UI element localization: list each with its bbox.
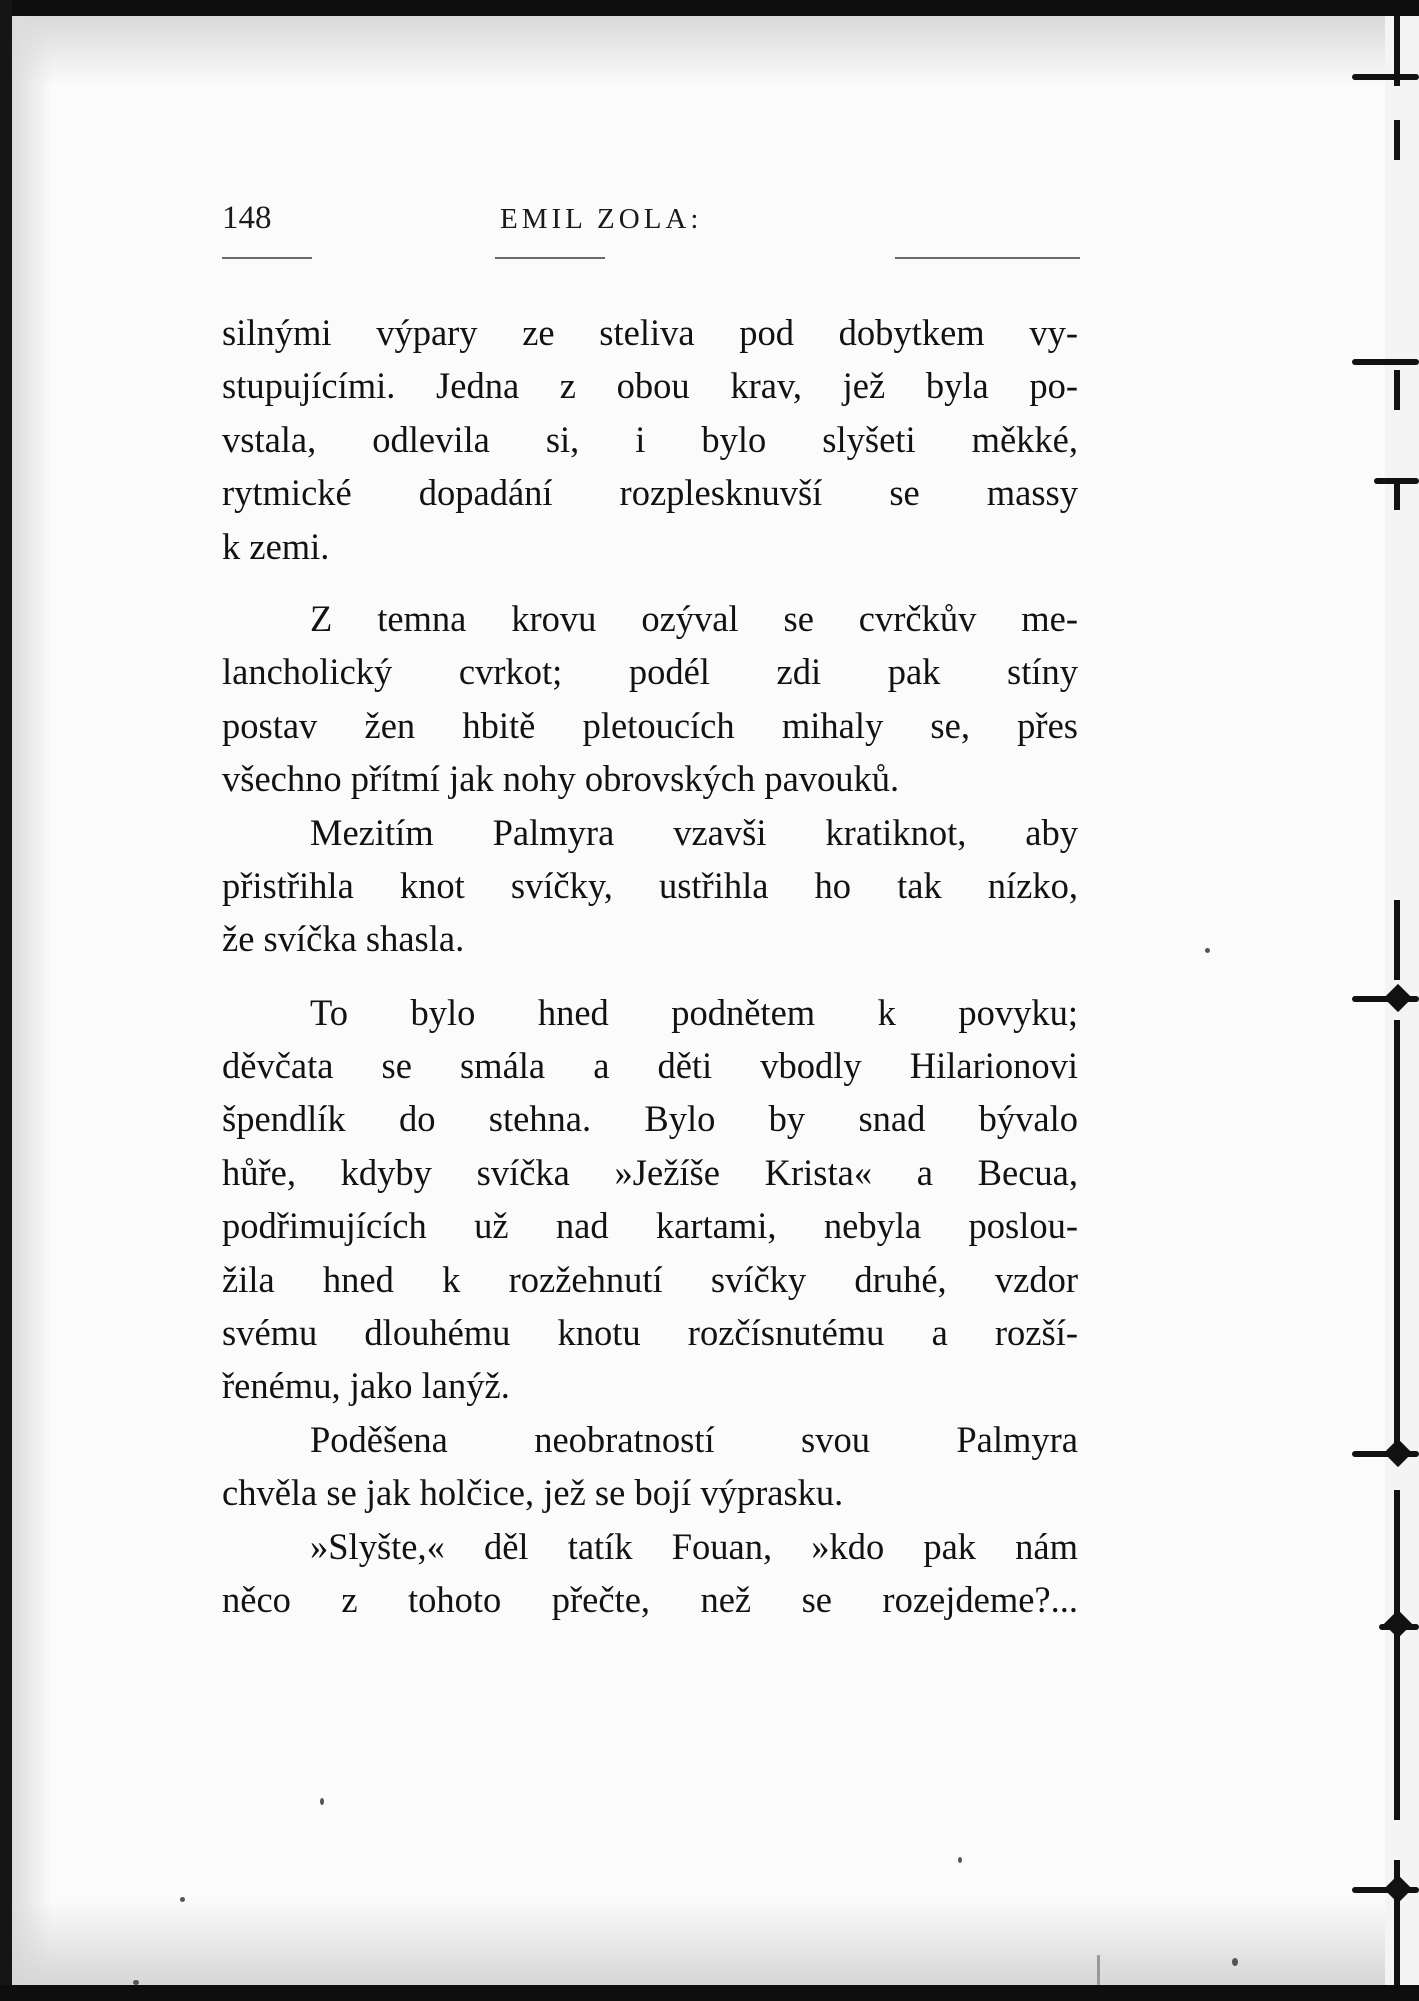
scan-speck — [1097, 1955, 1100, 1985]
text-line: řenému, jako lanýž. — [222, 1365, 510, 1407]
scan-speck — [958, 1857, 962, 1863]
text-line: silnými výpary ze steliva pod dobytkem vy- — [222, 312, 1078, 353]
scan-speck — [1232, 1958, 1238, 1966]
header-rule — [222, 257, 312, 259]
binding-edge-line — [1394, 370, 1400, 410]
running-title: EMIL ZOLA: — [500, 203, 703, 235]
text-line: rytmické dopadání rozplesknuvší se massy — [222, 472, 1078, 514]
text-line: podřimujících už nad kartami, nebyla poslou- — [222, 1205, 1078, 1247]
scan-speck — [180, 1897, 185, 1902]
body-text — [222, 306, 1078, 1626]
binding-edge-line — [1394, 480, 1400, 510]
text-line: vstala, odlevila si, i bylo slyšeti měkké, — [222, 418, 1078, 460]
scan-shadow-left — [12, 16, 52, 1986]
header-rule — [495, 257, 605, 259]
text-line: To bylo hned podnětem k povyku; — [310, 991, 1078, 1033]
text-line: stupujícími. Jedna z obou krav, jež byla po- — [222, 365, 1078, 407]
text-line: »Slyšte,« děl tatík Fouan, »kdo pak nám — [310, 1525, 1078, 1567]
binding-edge-line — [1394, 1490, 1400, 1820]
text-line: chvěla se jak holčice, jež se bojí výprasku. — [222, 1472, 844, 1514]
text-line: přistřihla knot svíčky, ustřihla ho tak nízko, — [222, 864, 1078, 906]
text-line: špendlík do stehna. Bylo by snad bývalo — [222, 1098, 1078, 1140]
text-line: Poděšena neobratností svou Palmyra — [310, 1418, 1078, 1460]
scan-shadow-bottom — [12, 1900, 1392, 1985]
binding-stitch — [1352, 74, 1419, 80]
text-line: že svíčka shasla. — [222, 918, 465, 960]
binding-stitch — [1352, 359, 1419, 365]
scan-shadow-top — [12, 16, 1392, 86]
scan-speck — [1205, 948, 1210, 953]
binding-edge-line — [1394, 1020, 1400, 1450]
page-number: 148 — [222, 200, 272, 236]
text-line: něco z tohoto přečte, než se rozejdeme?... — [222, 1578, 1078, 1620]
text-line: hůře, kdyby svíčka »Ježíše Krista« a Becua, — [222, 1151, 1078, 1193]
text-line: žila hned k rozžehnutí svíčky druhé, vzdor — [222, 1258, 1078, 1300]
text-line: svému dlouhému knotu rozčísnutému a rozší- — [222, 1312, 1078, 1354]
text-line: Mezitím Palmyra vzavši kratiknot, aby — [310, 811, 1078, 853]
text-line: děvčata se smála a děti vbodly Hilarionovi — [222, 1045, 1078, 1087]
text-line: Z temna krovu ozýval se cvrčkův me- — [310, 597, 1078, 639]
paragraph — [222, 592, 1078, 806]
paragraph — [222, 1520, 1078, 1627]
text-line: postav žen hbitě pletoucích mihaly se, přes — [222, 704, 1078, 746]
paragraph — [222, 986, 1078, 1413]
scan-speck — [320, 1798, 324, 1805]
binding-stitch — [1374, 478, 1419, 484]
paragraph — [222, 806, 1078, 966]
paragraph — [222, 1413, 1078, 1520]
scan-speck — [133, 1980, 139, 1985]
scan-border-bottom — [0, 1985, 1419, 2001]
text-line: k zemi. — [222, 525, 330, 567]
scan-border-left — [0, 0, 12, 2001]
binding-edge-line — [1394, 900, 1400, 980]
text-line: lancholický cvrkot; podél zdi pak stíny — [222, 651, 1078, 693]
paragraph — [222, 306, 1078, 573]
binding-edge-line — [1394, 120, 1400, 160]
header-rule — [895, 257, 1080, 259]
text-line: všechno přítmí jak nohy obrovských pavouků. — [222, 758, 900, 800]
scan-border-top — [0, 0, 1419, 16]
